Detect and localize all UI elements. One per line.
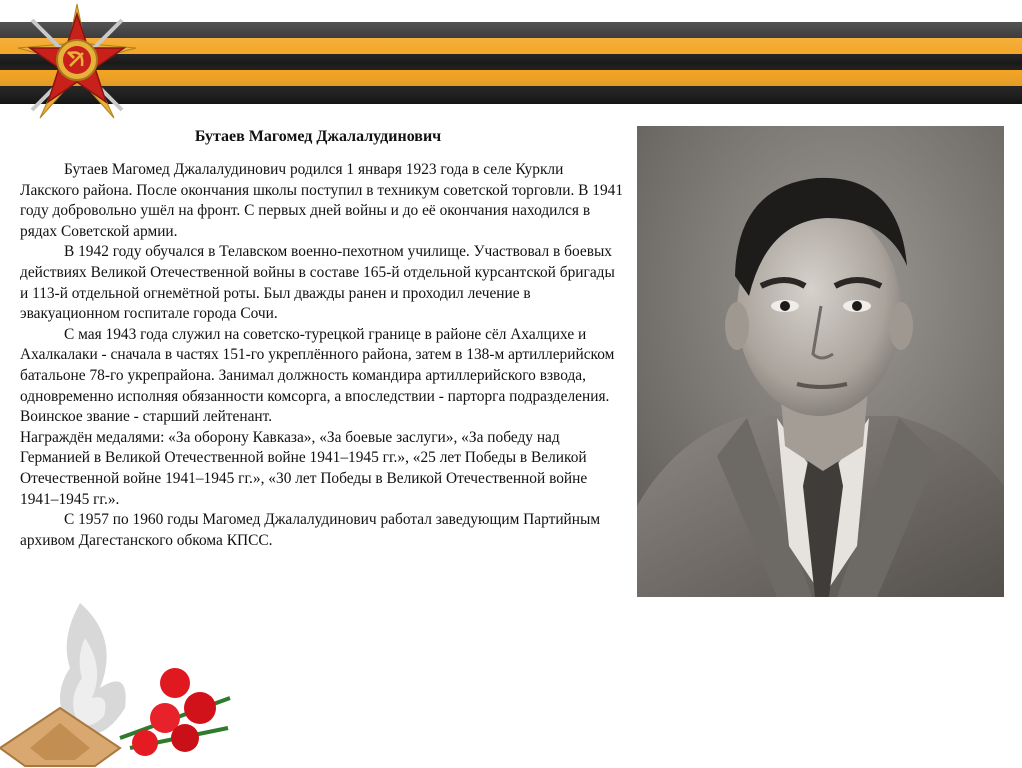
- bio-paragraph: Бутаев Магомед Джалалудинович родился 1 января 1923 года в селе Куркли Лакского района. После окончания школы поступил в техникум советской торговли. В 1941 году добровольно ушёл на фронт. С первых дней войны и до её окончания находился в рядах Советской армии.: [20, 161, 624, 240]
- biography: [20, 160, 626, 551]
- bio-paragraph-awards: Награждён медалями: «За оборону Кавказа», «За боевые заслуги», «За победу над Германией в Великой Отечественной войне 1941–1945 гг.», «25 лет Победы в Великой Отечественной войне 1941–1945 гг.», «30 лет Победы в Великой Отечественной войне 1941–1945 гг.».: [20, 428, 588, 508]
- st-george-ribbon: [0, 18, 1022, 114]
- bio-paragraph: С 1957 по 1960 годы Магомед Джалалудинович работал заведующим Партийным архивом Дагестанского обкома КПСС.: [20, 511, 601, 549]
- portrait-photo: [637, 126, 1004, 597]
- bio-paragraph: С мая 1943 года служил на советско-турецкой границе в районе сёл Ахалцихе и Ахалкалаки - сначала в частях 151-го укреплённого района, затем в 138-м артиллерийском батальоне 78-го укрепрайона. Занимал должность командира артиллерийского взвода, одновременно исполняя обязанности комсорга, а впоследствии - парторга подразделения. Воинское звание - старший лейтенант.: [20, 325, 615, 426]
- order-of-patriotic-war-icon: [12, 0, 142, 130]
- page-title: Бутаев Магомед Джалалудинович: [194, 128, 442, 145]
- bio-paragraph: В 1942 году обучался в Телавском военно-пехотном училище. Участвовал в боевых действиях Великой Отечественной войны в составе 165-й отдельной курсантской бригады и 113-й отдельной огнемётной роты. Был дважды ранен и проходил лечение в эвакуационном госпитале города Сочи.: [20, 243, 615, 323]
- eternal-flame-carnations-icon: [0, 598, 240, 768]
